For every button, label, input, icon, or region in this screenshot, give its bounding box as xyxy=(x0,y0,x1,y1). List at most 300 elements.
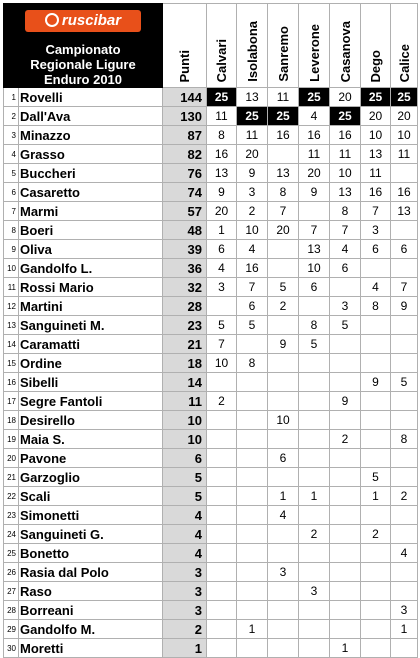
rider-name-cell: Garzoglio xyxy=(19,468,163,487)
race-points-cell: 13 xyxy=(391,202,418,221)
race-points-cell xyxy=(330,354,361,373)
table-row xyxy=(4,392,418,411)
race-header-label: Casanova xyxy=(337,20,353,82)
rider-name-cell: Raso xyxy=(19,582,163,601)
race-points-cell: 10 xyxy=(330,164,361,183)
race-points-cell: 11 xyxy=(268,88,299,107)
total-points-cell: 10 xyxy=(163,430,207,449)
race-points-cell xyxy=(268,373,299,392)
table-row xyxy=(4,107,418,126)
race-points-cell xyxy=(391,563,418,582)
race-points-cell xyxy=(237,392,268,411)
total-points-cell: 5 xyxy=(163,487,207,506)
race-header xyxy=(207,4,237,88)
race-points-cell: 7 xyxy=(391,278,418,297)
race-points-cell xyxy=(330,335,361,354)
position-cell: 26 xyxy=(4,563,19,582)
race-points-cell: 7 xyxy=(237,278,268,297)
race-points-cell: 8 xyxy=(391,430,418,449)
race-points-cell xyxy=(330,506,361,525)
race-points-cell: 13 xyxy=(268,164,299,183)
position-cell: 27 xyxy=(4,582,19,601)
race-points-cell xyxy=(361,354,391,373)
race-points-cell: 16 xyxy=(207,145,237,164)
race-points-cell xyxy=(299,620,330,639)
race-points-cell xyxy=(237,601,268,620)
race-points-cell xyxy=(361,544,391,563)
race-points-cell xyxy=(237,563,268,582)
rider-name-cell: Grasso xyxy=(19,145,163,164)
race-header xyxy=(268,4,299,88)
race-points-cell: 7 xyxy=(207,335,237,354)
rider-name-cell: Buccheri xyxy=(19,164,163,183)
total-points-cell: 5 xyxy=(163,468,207,487)
table-row xyxy=(4,240,418,259)
standings-table xyxy=(3,3,418,658)
race-header-label: Calvari xyxy=(214,38,229,82)
race-points-cell xyxy=(391,506,418,525)
position-cell: 1 xyxy=(4,88,19,107)
position-cell: 29 xyxy=(4,620,19,639)
race-points-cell xyxy=(299,639,330,658)
race-points-cell xyxy=(237,487,268,506)
race-points-cell xyxy=(268,620,299,639)
position-cell: 17 xyxy=(4,392,19,411)
race-points-cell xyxy=(207,373,237,392)
race-points-cell xyxy=(330,468,361,487)
position-cell: 6 xyxy=(4,183,19,202)
total-points-cell: 23 xyxy=(163,316,207,335)
race-points-cell: 2 xyxy=(361,525,391,544)
race-points-cell xyxy=(330,278,361,297)
race-points-cell xyxy=(361,563,391,582)
race-points-cell xyxy=(268,430,299,449)
race-points-cell xyxy=(330,544,361,563)
position-cell: 15 xyxy=(4,354,19,373)
rider-name-cell: Sibelli xyxy=(19,373,163,392)
table-row xyxy=(4,468,418,487)
rider-name-cell: Borreani xyxy=(19,601,163,620)
race-points-cell: 11 xyxy=(361,164,391,183)
race-points-cell: 5 xyxy=(391,373,418,392)
race-points-cell: 1 xyxy=(330,639,361,658)
race-points-cell: 4 xyxy=(330,240,361,259)
race-points-cell xyxy=(391,639,418,658)
race-points-cell: 10 xyxy=(268,411,299,430)
rider-name-cell: Oliva xyxy=(19,240,163,259)
total-points-cell: 130 xyxy=(163,107,207,126)
race-points-cell xyxy=(361,506,391,525)
race-points-cell xyxy=(268,316,299,335)
table-row xyxy=(4,411,418,430)
race-points-cell xyxy=(268,145,299,164)
total-points-cell: 4 xyxy=(163,506,207,525)
race-points-cell xyxy=(207,430,237,449)
race-points-cell: 11 xyxy=(207,107,237,126)
race-points-cell xyxy=(207,544,237,563)
race-points-cell xyxy=(299,392,330,411)
table-row xyxy=(4,563,418,582)
race-points-cell xyxy=(330,601,361,620)
race-points-cell: 7 xyxy=(299,221,330,240)
title-line-1: Campionato xyxy=(45,42,121,57)
race-header-label: Dego xyxy=(368,49,383,82)
race-points-cell xyxy=(361,411,391,430)
race-points-cell: 16 xyxy=(391,183,418,202)
race-header xyxy=(330,4,361,88)
race-points-cell: 7 xyxy=(330,221,361,240)
race-points-cell xyxy=(207,601,237,620)
total-points-cell: 87 xyxy=(163,126,207,145)
race-points-cell: 5 xyxy=(268,278,299,297)
race-points-cell: 10 xyxy=(391,126,418,145)
total-points-cell: 144 xyxy=(163,88,207,107)
race-points-cell xyxy=(361,620,391,639)
table-row xyxy=(4,487,418,506)
race-points-cell: 11 xyxy=(299,145,330,164)
rider-name-cell: Caramatti xyxy=(19,335,163,354)
total-points-cell: 14 xyxy=(163,373,207,392)
race-points-cell xyxy=(361,582,391,601)
race-points-cell xyxy=(391,335,418,354)
race-points-cell: 6 xyxy=(207,240,237,259)
race-header-label: Sanremo xyxy=(275,26,291,82)
total-points-cell: 4 xyxy=(163,525,207,544)
race-points-cell xyxy=(268,392,299,411)
table-row xyxy=(4,278,418,297)
total-points-cell: 3 xyxy=(163,582,207,601)
race-points-cell: 1 xyxy=(207,221,237,240)
total-points-cell: 74 xyxy=(163,183,207,202)
race-points-cell xyxy=(299,601,330,620)
race-points-cell: 8 xyxy=(330,202,361,221)
race-points-cell: 3 xyxy=(391,601,418,620)
race-points-cell: 25 xyxy=(330,107,361,126)
race-points-cell xyxy=(299,468,330,487)
rider-name-cell: Marmi xyxy=(19,202,163,221)
race-points-cell xyxy=(361,639,391,658)
race-points-cell: 20 xyxy=(207,202,237,221)
race-points-cell: 4 xyxy=(268,506,299,525)
rider-name-cell: Desirello xyxy=(19,411,163,430)
rider-name-cell: Sanguineti G. xyxy=(19,525,163,544)
race-points-cell xyxy=(237,506,268,525)
table-row xyxy=(4,335,418,354)
race-points-cell: 6 xyxy=(237,297,268,316)
race-points-cell xyxy=(237,411,268,430)
race-header xyxy=(237,4,268,88)
race-points-cell: 7 xyxy=(361,202,391,221)
race-points-cell: 11 xyxy=(237,126,268,145)
position-cell: 10 xyxy=(4,259,19,278)
total-points-cell: 3 xyxy=(163,563,207,582)
race-points-cell: 7 xyxy=(268,202,299,221)
race-points-cell xyxy=(361,601,391,620)
race-points-cell: 2 xyxy=(237,202,268,221)
points-header xyxy=(163,4,207,88)
race-points-cell xyxy=(299,411,330,430)
race-points-cell: 9 xyxy=(207,183,237,202)
race-points-cell xyxy=(207,411,237,430)
points-header-label: Punti xyxy=(177,49,192,82)
race-points-cell xyxy=(330,620,361,639)
race-points-cell: 20 xyxy=(268,221,299,240)
race-points-cell: 2 xyxy=(268,297,299,316)
race-points-cell xyxy=(237,335,268,354)
rider-name-cell: Rossi Mario xyxy=(19,278,163,297)
table-row xyxy=(4,373,418,392)
brand-name: ruscibar xyxy=(61,12,122,29)
table-row xyxy=(4,183,418,202)
position-cell: 14 xyxy=(4,335,19,354)
race-points-cell xyxy=(207,468,237,487)
race-points-cell xyxy=(391,582,418,601)
table-row xyxy=(4,202,418,221)
championship-title xyxy=(4,42,162,87)
rider-name-cell: Segre Fantoli xyxy=(19,392,163,411)
race-points-cell xyxy=(391,164,418,183)
race-header-label: Calice xyxy=(396,43,412,82)
race-points-cell xyxy=(299,373,330,392)
race-points-cell: 6 xyxy=(299,278,330,297)
position-cell: 3 xyxy=(4,126,19,145)
race-points-cell: 6 xyxy=(391,240,418,259)
table-row xyxy=(4,639,418,658)
total-points-cell: 76 xyxy=(163,164,207,183)
table-row xyxy=(4,221,418,240)
race-points-cell xyxy=(299,506,330,525)
race-points-cell xyxy=(330,582,361,601)
table-row xyxy=(4,354,418,373)
total-points-cell: 48 xyxy=(163,221,207,240)
race-points-cell xyxy=(330,563,361,582)
table-row xyxy=(4,316,418,335)
race-points-cell: 5 xyxy=(207,316,237,335)
race-points-cell: 6 xyxy=(268,449,299,468)
race-points-cell: 25 xyxy=(299,88,330,107)
rider-name-cell: Bonetto xyxy=(19,544,163,563)
position-cell: 21 xyxy=(4,468,19,487)
race-points-cell xyxy=(391,221,418,240)
race-points-cell: 2 xyxy=(299,525,330,544)
race-points-cell xyxy=(207,639,237,658)
race-points-cell xyxy=(361,259,391,278)
race-points-cell xyxy=(361,430,391,449)
race-header-label: Leverone xyxy=(306,24,322,82)
position-cell: 5 xyxy=(4,164,19,183)
rider-name-cell: Scali xyxy=(19,487,163,506)
race-points-cell xyxy=(268,601,299,620)
race-points-cell: 10 xyxy=(237,221,268,240)
race-points-cell: 25 xyxy=(361,88,391,107)
race-points-cell: 6 xyxy=(361,240,391,259)
race-points-cell: 4 xyxy=(237,240,268,259)
race-points-cell xyxy=(237,468,268,487)
race-points-cell: 11 xyxy=(330,145,361,164)
race-points-cell: 16 xyxy=(299,126,330,145)
race-points-cell xyxy=(268,525,299,544)
race-points-cell xyxy=(330,373,361,392)
race-points-cell xyxy=(207,563,237,582)
race-header xyxy=(299,4,330,88)
race-points-cell xyxy=(207,506,237,525)
race-points-cell xyxy=(237,430,268,449)
position-cell: 11 xyxy=(4,278,19,297)
race-points-cell: 1 xyxy=(361,487,391,506)
race-points-cell: 9 xyxy=(237,164,268,183)
total-points-cell: 39 xyxy=(163,240,207,259)
race-points-cell xyxy=(268,240,299,259)
position-cell: 8 xyxy=(4,221,19,240)
race-points-cell: 25 xyxy=(237,107,268,126)
race-points-cell: 13 xyxy=(237,88,268,107)
race-points-cell: 5 xyxy=(361,468,391,487)
race-points-cell: 10 xyxy=(207,354,237,373)
race-points-cell xyxy=(330,487,361,506)
race-points-cell: 25 xyxy=(207,88,237,107)
position-cell: 20 xyxy=(4,449,19,468)
total-points-cell: 10 xyxy=(163,411,207,430)
race-points-cell: 4 xyxy=(207,259,237,278)
race-points-cell xyxy=(361,316,391,335)
position-cell: 30 xyxy=(4,639,19,658)
rider-name-cell: Simonetti xyxy=(19,506,163,525)
race-points-cell: 3 xyxy=(268,563,299,582)
race-points-cell xyxy=(391,449,418,468)
race-points-cell xyxy=(268,582,299,601)
race-points-cell xyxy=(391,354,418,373)
race-points-cell: 11 xyxy=(391,145,418,164)
table-row xyxy=(4,88,418,107)
race-points-cell xyxy=(299,297,330,316)
brand-logo xyxy=(25,10,141,32)
header-row xyxy=(4,4,418,88)
race-points-cell: 20 xyxy=(361,107,391,126)
race-points-cell: 8 xyxy=(268,183,299,202)
race-points-cell: 16 xyxy=(268,126,299,145)
race-points-cell: 9 xyxy=(268,335,299,354)
race-points-cell xyxy=(207,582,237,601)
table-row xyxy=(4,430,418,449)
table-row xyxy=(4,525,418,544)
position-cell: 23 xyxy=(4,506,19,525)
race-points-cell: 20 xyxy=(237,145,268,164)
race-points-cell xyxy=(237,525,268,544)
race-points-cell: 8 xyxy=(299,316,330,335)
race-points-cell: 16 xyxy=(237,259,268,278)
race-header-label: Isolabona xyxy=(244,21,260,82)
race-points-cell: 9 xyxy=(361,373,391,392)
race-points-cell xyxy=(237,639,268,658)
position-cell: 22 xyxy=(4,487,19,506)
race-points-cell xyxy=(207,487,237,506)
rider-name-cell: Sanguineti M. xyxy=(19,316,163,335)
rider-name-cell: Rovelli xyxy=(19,88,163,107)
race-points-cell: 3 xyxy=(330,297,361,316)
race-points-cell xyxy=(299,563,330,582)
position-cell: 18 xyxy=(4,411,19,430)
race-points-cell: 3 xyxy=(361,221,391,240)
position-cell: 2 xyxy=(4,107,19,126)
position-cell: 13 xyxy=(4,316,19,335)
table-row xyxy=(4,145,418,164)
race-points-cell xyxy=(391,259,418,278)
race-points-cell: 5 xyxy=(237,316,268,335)
race-points-cell xyxy=(207,525,237,544)
table-row xyxy=(4,582,418,601)
race-points-cell: 2 xyxy=(207,392,237,411)
race-points-cell xyxy=(299,449,330,468)
race-points-cell xyxy=(391,468,418,487)
race-points-cell: 6 xyxy=(330,259,361,278)
table-row xyxy=(4,620,418,639)
race-points-cell: 13 xyxy=(299,240,330,259)
rider-name-cell: Casaretto xyxy=(19,183,163,202)
total-points-cell: 1 xyxy=(163,639,207,658)
table-row xyxy=(4,544,418,563)
race-points-cell xyxy=(237,582,268,601)
rider-name-cell: Gandolfo M. xyxy=(19,620,163,639)
total-points-cell: 28 xyxy=(163,297,207,316)
rider-name-cell: Martini xyxy=(19,297,163,316)
race-points-cell: 1 xyxy=(268,487,299,506)
rider-name-cell: Rasia dal Polo xyxy=(19,563,163,582)
table-row xyxy=(4,297,418,316)
rider-name-cell: Moretti xyxy=(19,639,163,658)
position-cell: 28 xyxy=(4,601,19,620)
rider-name-cell: Gandolfo L. xyxy=(19,259,163,278)
race-points-cell: 4 xyxy=(361,278,391,297)
race-points-cell xyxy=(330,525,361,544)
table-row xyxy=(4,164,418,183)
table-row xyxy=(4,126,418,145)
position-cell: 24 xyxy=(4,525,19,544)
race-points-cell xyxy=(391,411,418,430)
race-points-cell xyxy=(299,202,330,221)
race-points-cell: 4 xyxy=(299,107,330,126)
race-points-cell: 25 xyxy=(268,107,299,126)
position-cell: 4 xyxy=(4,145,19,164)
race-points-cell: 1 xyxy=(391,620,418,639)
race-points-cell xyxy=(330,449,361,468)
race-points-cell xyxy=(237,544,268,563)
race-points-cell xyxy=(268,354,299,373)
race-points-cell: 13 xyxy=(361,145,391,164)
race-points-cell xyxy=(299,354,330,373)
total-points-cell: 18 xyxy=(163,354,207,373)
total-points-cell: 21 xyxy=(163,335,207,354)
title-block xyxy=(4,4,163,88)
race-points-cell: 20 xyxy=(391,107,418,126)
race-points-cell xyxy=(237,449,268,468)
position-cell: 25 xyxy=(4,544,19,563)
total-points-cell: 4 xyxy=(163,544,207,563)
total-points-cell: 6 xyxy=(163,449,207,468)
race-points-cell: 10 xyxy=(299,259,330,278)
race-points-cell: 20 xyxy=(299,164,330,183)
position-cell: 19 xyxy=(4,430,19,449)
race-header xyxy=(391,4,418,88)
race-points-cell: 2 xyxy=(391,487,418,506)
total-points-cell: 3 xyxy=(163,601,207,620)
race-points-cell xyxy=(207,620,237,639)
race-points-cell: 16 xyxy=(361,183,391,202)
title-line-2: Regionale Ligure xyxy=(30,57,136,72)
rider-name-cell: Minazzo xyxy=(19,126,163,145)
title-line-3: Enduro 2010 xyxy=(43,72,123,87)
race-points-cell: 8 xyxy=(361,297,391,316)
race-points-cell xyxy=(299,544,330,563)
